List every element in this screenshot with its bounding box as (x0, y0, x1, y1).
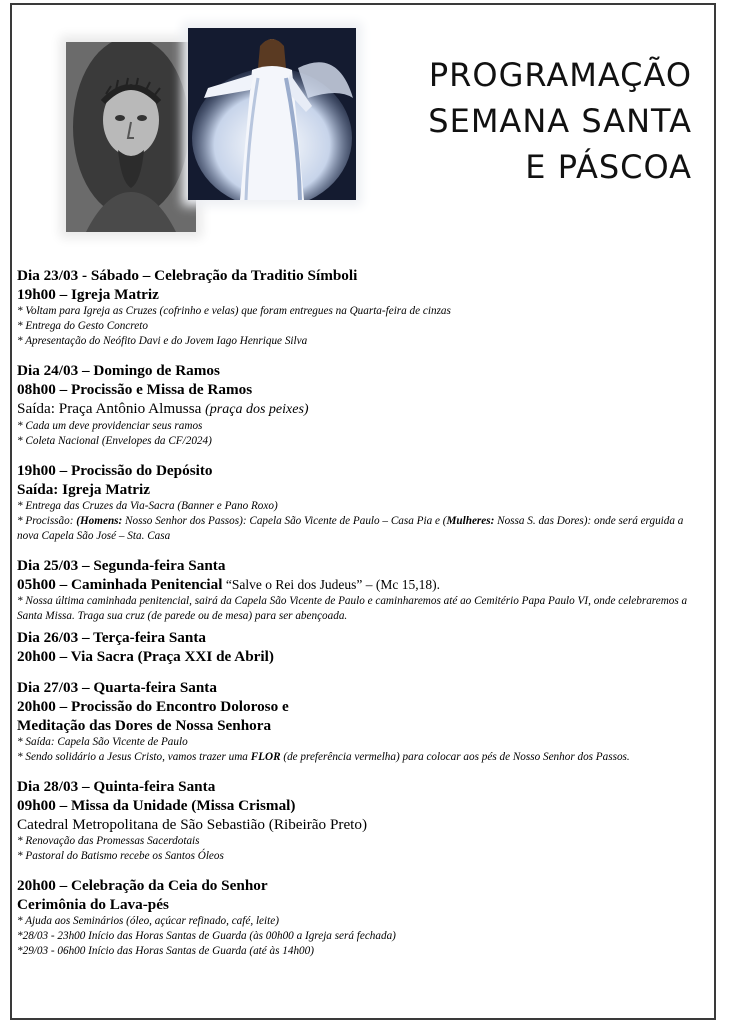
event-time: 20h00 – Procissão do Encontro Doloroso e (17, 698, 289, 715)
event-day: Dia 25/03 – Segunda-feira Santa (17, 557, 226, 574)
title-line-2: SEMANA SANTA (428, 102, 692, 140)
note-part: * Sendo solidário a Jesus Cristo, vamos trazer uma (17, 751, 251, 763)
event-2303 (17, 266, 707, 349)
event-note: *28/03 - 23h00 Início das Horas Santas de Guarda (às 00h00 a Igreja será fechada) (17, 930, 396, 942)
event-quote: “Salve o Rei dos Judeus” – (Mc 15,18). (222, 577, 440, 592)
event-note: * Cada um deve providenciar seus ramos (17, 420, 203, 432)
event-2703 (17, 678, 707, 765)
page-title (380, 52, 692, 190)
schedule (17, 266, 707, 959)
event-day: Dia 28/03 – Quinta-feira Santa (17, 778, 216, 795)
event-time: 20h00 – Via Sacra (Praça XXI de Abril) (17, 648, 274, 665)
event-time: 08h00 – Procissão e Missa de Ramos (17, 381, 253, 398)
event-2403 (17, 361, 707, 449)
event-time: 09h00 – Missa da Unidade (Missa Crismal) (17, 797, 296, 814)
event-2603 (17, 628, 707, 666)
event-note: * Nossa última caminhada penitencial, sairá da Capela São Vicente de Paulo e caminharemos até ao Cemitério Papa Paulo VI, onde celebraremos a Santa Missa. Traga sua cruz (de parede ou de mesa) para ser abençoada. (17, 595, 688, 622)
event-note: * Apresentação do Neófito Davi e do Jovem Iago Henrique Silva (17, 335, 308, 347)
title-line-3: E PÁSCOA (525, 148, 692, 186)
event-place: Saída: Igreja Matriz (17, 481, 151, 498)
event-place-note: (praça dos peixes) (205, 402, 309, 417)
note-bold: (Homens: (76, 515, 126, 527)
note-part: Nossa S. das Dores): onde será erguida a nova Capela São José – Sta. Casa (17, 515, 684, 542)
event-note: * Renovação das Promessas Sacerdotais (17, 835, 200, 847)
event-day: Dia 27/03 – Quarta-feira Santa (17, 679, 217, 696)
note-part: (de preferência vermelha) para colocar aos pés de Nosso Senhor dos Passos. (280, 751, 630, 763)
event-note: * Voltam para Igreja as Cruzes (cofrinho e velas) que foram entregues na Quarta-feira de cinzas (17, 305, 451, 317)
event-note: *29/03 - 06h00 Início das Horas Santas de Guarda (até às 14h00) (17, 945, 314, 957)
event-note: * Pastoral do Batismo recebe os Santos Óleos (17, 850, 224, 862)
event-place-text: Saída: Praça Antônio Almussa (17, 400, 202, 417)
title-line-1: PROGRAMAÇÃO (428, 56, 692, 94)
event-day: Dia 23/03 - Sábado – Celebração da Traditio Símboli (17, 267, 358, 284)
event-note: * Saída: Capela São Vicente de Paulo (17, 736, 188, 748)
event-time: 20h00 – Celebração da Ceia do Senhor (17, 877, 268, 894)
event-note: * Ajuda aos Seminários (óleo, açúcar refinado, café, leite) (17, 915, 279, 927)
event-note: * Coleta Nacional (Envelopes da CF/2024) (17, 435, 212, 447)
event-place: Catedral Metropolitana de São Sebastião (Ribeirão Preto) (17, 816, 368, 833)
event-place (17, 399, 707, 419)
note-bold: Mulheres: (446, 515, 498, 527)
event-note (17, 750, 707, 765)
event-2803 (17, 777, 707, 864)
event-time-text: 05h00 – Caminhada Penitencial (17, 576, 223, 593)
event-time: 19h00 – Procissão do Depósito (17, 462, 213, 479)
event-day: Dia 24/03 – Domingo de Ramos (17, 362, 220, 379)
event-time: Meditação das Dores de Nossa Senhora (17, 717, 272, 734)
event-time: Cerimônia do Lava-pés (17, 896, 169, 913)
note-part: * Procissão: (17, 515, 77, 527)
event-time: 19h00 – Igreja Matriz (17, 286, 159, 303)
event-2503 (17, 556, 707, 624)
event-note (17, 514, 707, 544)
event-day: Dia 26/03 – Terça-feira Santa (17, 629, 206, 646)
event-note: * Entrega das Cruzes da Via-Sacra (Banner e Pano Roxo) (17, 500, 278, 512)
jesus-crown-of-thorns-image (66, 42, 196, 232)
event-2403-evening (17, 461, 707, 544)
event-2803-evening (17, 876, 707, 959)
note-bold: FLOR (250, 751, 281, 763)
risen-christ-image (188, 28, 356, 200)
note-part: Nosso Senhor dos Passos): Capela São Vicente de Paulo – Casa Pia e ( (125, 515, 447, 527)
event-time (17, 575, 707, 594)
event-note: * Entrega do Gesto Concreto (17, 320, 148, 332)
